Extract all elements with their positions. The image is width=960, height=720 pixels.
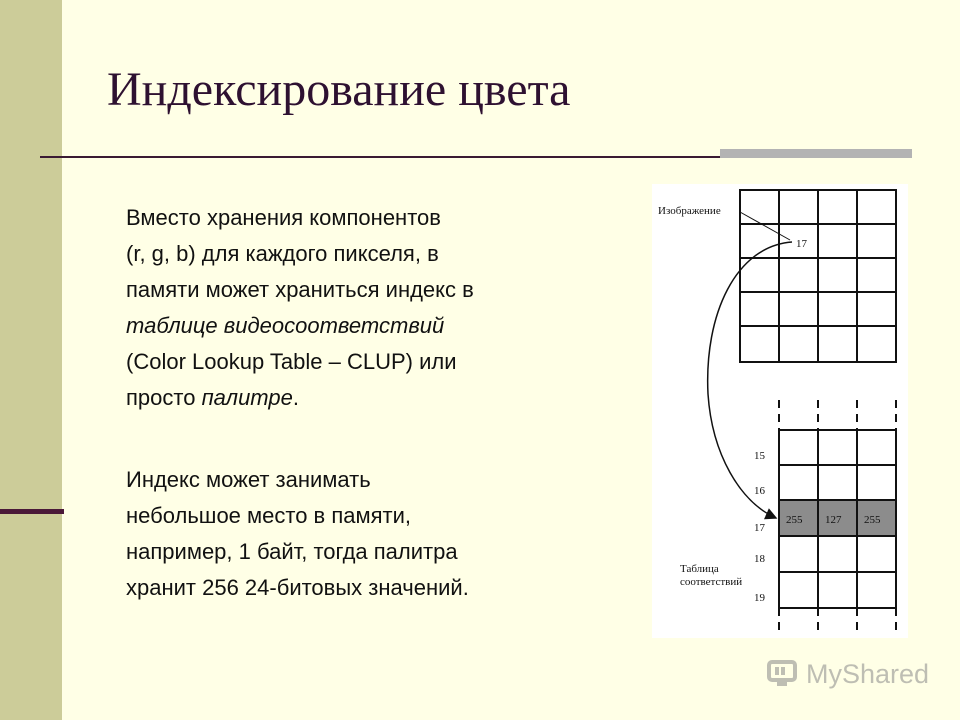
text-segment: например, 1 байт, тогда палитра [126,539,458,564]
paragraph-line [126,570,622,606]
row-index-label: 16 [754,485,765,497]
sidebar-band [0,0,62,720]
pixel-value-label: 17 [796,238,807,250]
text-segment: Индекс может занимать [126,467,371,492]
paragraph-line [126,498,622,534]
paragraph-line [126,344,622,380]
text-segment: памяти может храниться индекс в [126,277,474,302]
paragraph-line [126,200,622,236]
paragraph-line [126,462,622,498]
clut-diagram [652,184,908,638]
monitor-icon [766,656,800,690]
watermark [766,656,936,696]
row-index-label: 15 [754,450,765,462]
text-segment: . [292,385,299,410]
emphasized-term: таблице видеосоответствий [126,313,445,338]
text-segment: небольшое место в памяти, [126,503,412,528]
text-segment: (Color Lookup Table – CLUP) или [126,349,457,374]
text-segment: хранит 256 24-битовых значений. [126,575,469,600]
emphasized-term: палитре [201,385,293,410]
paragraph-line [126,236,622,272]
image-pixel-grid [740,190,896,362]
text-segment: Вместо хранения компонентов [126,205,441,230]
table-label-line1: Таблица [680,563,719,575]
paragraph-line [126,380,622,416]
slide-title: Индексирование цвета [107,63,571,116]
table-cell-value: 255 [786,514,803,526]
row-index-label: 17 [754,522,765,534]
paragraph-index-size [118,462,622,606]
pixel-pointer-line [740,212,790,240]
paragraph-palette-description [118,200,622,416]
table-cell-value: 127 [825,514,842,526]
paragraph-line [126,308,622,344]
title-divider-accent [720,149,912,158]
paragraph-line [126,534,622,570]
watermark-text: MyShared [806,659,930,689]
row-index-label: 19 [754,592,765,604]
sidebar-accent-line [0,509,64,514]
row-index-label: 18 [754,553,765,565]
text-segment: просто [126,385,202,410]
paragraph-line [126,272,622,308]
table-cell-value: 255 [864,514,881,526]
table-label-line2: соответствий [680,576,743,588]
text-segment: (r, g, b) для каждого пикселя, в [126,241,439,266]
image-label: Изображение [658,205,721,217]
